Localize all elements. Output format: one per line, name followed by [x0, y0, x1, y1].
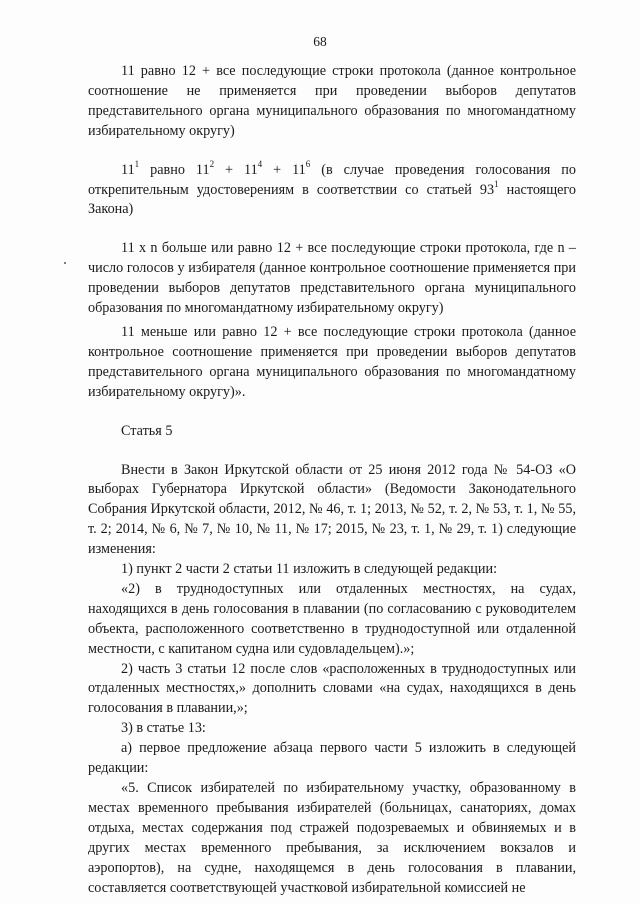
superscript: 6: [305, 158, 311, 169]
paragraph-control-ratio-1: 11 равно 12 + все последующие строки протокола (данное контрольное соотношение не применяется при проведении выборов депутатов представительного органа муниципального образования по многомандатному избирательному округу): [88, 63, 576, 139]
paragraph-control-ratio-2: [88, 158, 576, 221]
paragraph-item-3a: а) первое предложение абзаца первого части 5 изложить в следующей редакции:: [88, 740, 576, 777]
paragraph-item-3: 3) в статье 13:: [121, 720, 206, 737]
page-number: 68: [313, 34, 327, 49]
paragraph-control-ratio-4: 11 меньше или равно 12 + все последующие строки протокола (данное контрольное соотношение применяется при проведении выборов депутатов представительного органа муниципального образования по многомандатному избирательному округу)».: [88, 323, 576, 400]
text-run: настоящего Закона): [88, 181, 576, 218]
superscript: 1: [134, 158, 140, 169]
article-title: Статья 5: [121, 422, 173, 439]
text-run: + 11: [214, 161, 258, 178]
text-run: (в случае проведения голосования по открепительным удостоверениям в соответствии со статьей 93: [88, 161, 576, 198]
superscript: 2: [209, 158, 215, 169]
margin-mark: [64, 262, 66, 264]
superscript: 1: [494, 178, 499, 189]
paragraph-control-ratio-3: 11 x n больше или равно 12 + все последующие строки протокола, где n – число голосов у избирателя (данное контрольное соотношение применяется при проведении выборов депутатов представительного органа муниципального образования по многомандатному избирательному округу): [88, 240, 576, 317]
paragraph-item-3a-text: «5. Список избирателей по избирательному участку, образованному в местах временного пребывания избирателей (больницах, санаториях, домах отдыха, местах содержания под стражей подозреваемых и обвиняемых и в других местах временного пребывания, за исключением вокзалов и аэропортов), на судне, находящемся в день голосования в плавании, составляется соответствующей участковой избирательной комиссией не: [88, 780, 576, 896]
paragraph-item-1: 1) пункт 2 части 2 статьи 11 изложить в следующей редакции:: [121, 561, 498, 578]
superscript: 4: [257, 158, 263, 169]
paragraph-item-1-text: «2) в труднодоступных или отдаленных местностях, на судах, находящихся в день голосования в плавании (по согласованию с руководителем объекта, расположенного соответственно в труднодоступной или отдаленной местности, с капитаном судна или судовладельцем).»;: [88, 580, 576, 657]
paragraph-amendment-intro: Внести в Закон Иркутской области от 25 июня 2012 года № 54-ОЗ «О выборах Губернатора Иркутской области» (Ведомости Законодательного Собрания Иркутской области, 2012, № 46, т. 1; 2013, № 52, т. 2, № 53, т. 1, № 55, т. 2; 2014, № 6, № 7, № 10, № 11, № 17; 2015, № 23, т. 1, № 29, т. 1) следующие изменения:: [88, 461, 576, 558]
document-body: [88, 62, 576, 898]
text-run: 11: [121, 161, 135, 178]
paragraph-item-2: 2) часть 3 статьи 12 после слов «расположенных в труднодоступных или отдаленных местностях,» дополнить словами «на судах, находящихся в день голосования в плавании,»;: [88, 660, 576, 717]
text-run: + 11: [262, 161, 306, 178]
text-run: равно 11: [139, 161, 210, 178]
